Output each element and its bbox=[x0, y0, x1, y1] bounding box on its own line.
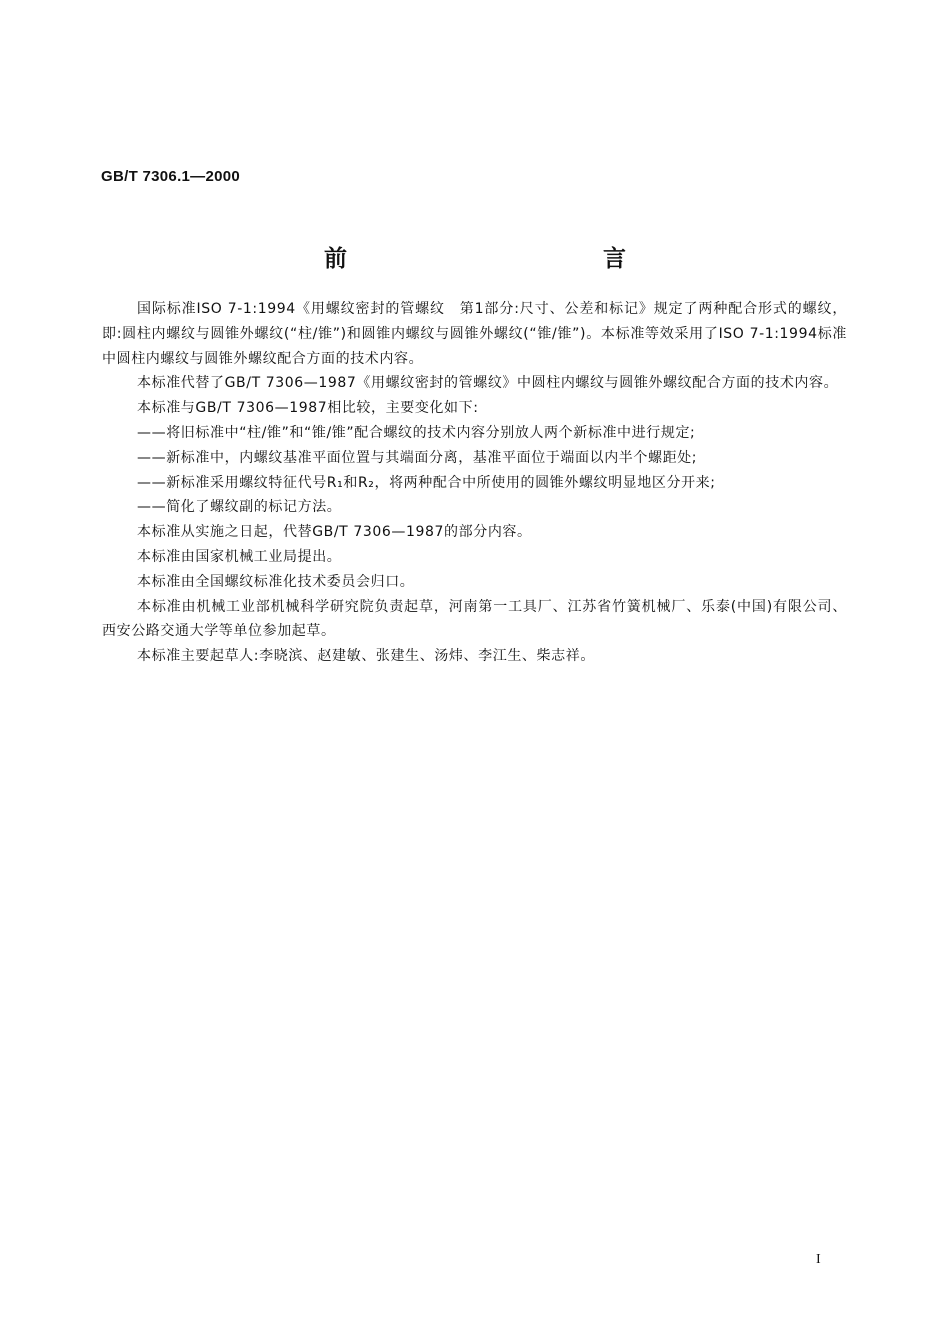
paragraph-proposer: 本标准由国家机械工业局提出。 bbox=[137, 548, 342, 565]
document-body bbox=[102, 297, 847, 669]
change-item: ——新标准采用螺纹特征代号R₁和R₂，将两种配合中所使用的圆锥外螺纹明显地区分开来; bbox=[137, 474, 716, 491]
standard-code: GB/T 7306.1—2000 bbox=[101, 168, 241, 185]
change-item: ——新标准中，内螺纹基准平面位置与其端面分离，基准平面位于端面以内半个螺距处; bbox=[137, 449, 698, 466]
paragraph-changes-lead: 本标准与GB/T 7306—1987相比较，主要变化如下: bbox=[137, 400, 479, 417]
paragraph-drafters-org: 本标准由机械工业部机械科学研究院负责起草，河南第一工具厂、江苏省竹簧机械厂、乐泰(中国)有限公司、西安公路交通大学等单位参加起草。 bbox=[102, 598, 847, 640]
page-title: 前 言 bbox=[324, 246, 696, 272]
change-item: ——将旧标准中“柱/锥”和“锥/锥”配合螺纹的技术内容分别放人两个新标准中进行规定; bbox=[137, 424, 696, 441]
paragraph-committee: 本标准由全国螺纹标准化技术委员会归口。 bbox=[137, 573, 415, 590]
paragraph-replacement: 本标准代替了GB/T 7306—1987《用螺纹密封的管螺纹》中圆柱内螺纹与圆锥外螺纹配合方面的技术内容。 bbox=[137, 375, 839, 392]
paragraph-effective: 本标准从实施之日起，代替GB/T 7306—1987的部分内容。 bbox=[137, 524, 532, 541]
page-number: I bbox=[816, 1252, 821, 1267]
paragraph-drafters-people: 本标准主要起草人:李晓滨、赵建敏、张建生、汤炜、李江生、柴志祥。 bbox=[137, 648, 595, 665]
change-item: ——简化了螺纹副的标记方法。 bbox=[137, 499, 342, 516]
paragraph-intro: 国际标准ISO 7-1:1994《用螺纹密封的管螺纹 第1部分:尺寸、公差和标记》规定了两种配合形式的螺纹，即:圆柱内螺纹与圆锥外螺纹(“柱/锥”)和圆锥内螺纹与圆锥外螺纹(“锥/锥”)。本标准等效采用了ISO 7-1:1994标准中圆柱内螺纹与圆锥外螺纹配合方面的技术内容。 bbox=[102, 301, 847, 367]
